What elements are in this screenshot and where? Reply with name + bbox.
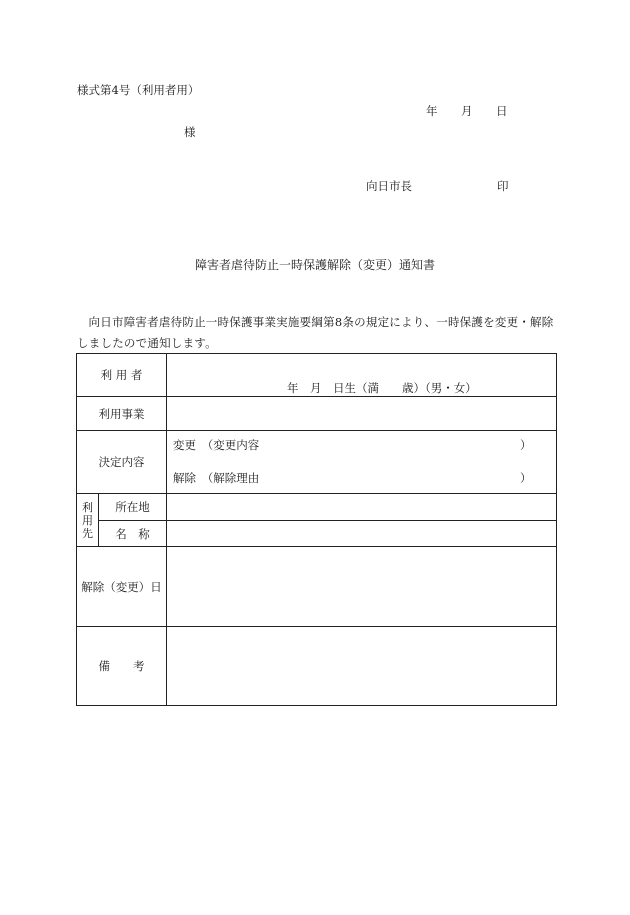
notice-body: 向日市障害者虐待防止一時保護事業実施要綱第8条の規定により、一時保護を変更・解除しましたので通知します。 <box>77 315 554 350</box>
release-date-label-cell <box>77 547 167 627</box>
form-number: 様式第4号（利用者用） <box>77 83 200 97</box>
user-birthdate-line: 年 月 日生（満 歳）（男・女） <box>287 381 477 395</box>
recipient-honorific: 様 <box>184 125 196 139</box>
date-day-label: 日 <box>496 104 508 118</box>
name-value-cell[interactable] <box>167 521 557 547</box>
change-line: 変更 （変更内容 <box>173 438 260 452</box>
user-label: 利 用 者 <box>100 368 143 382</box>
document-title: 障害者虐待防止一時保護解除（変更）通知書 <box>194 258 435 272</box>
release-line: 解除 （解除理由 <box>173 471 260 485</box>
location-value-cell[interactable] <box>167 494 557 521</box>
date-year-label: 年 <box>426 104 438 118</box>
release-date-value-cell[interactable] <box>167 547 557 627</box>
name-label: 名 称 <box>115 526 150 541</box>
decision-label: 決定内容 <box>98 455 145 469</box>
location-label: 所在地 <box>115 500 150 514</box>
service-row <box>77 397 557 431</box>
user-value-cell[interactable] <box>167 354 557 397</box>
remarks-label: 備 考 <box>98 659 145 673</box>
location-label-cell <box>99 494 167 521</box>
location-row <box>77 494 557 521</box>
service-value-cell[interactable] <box>167 397 557 431</box>
change-close-paren: ） <box>520 438 532 452</box>
notice-form-table <box>76 353 557 706</box>
release-date-row <box>77 547 557 627</box>
date-month-label: 月 <box>461 104 473 118</box>
service-label: 利用事業 <box>98 406 145 421</box>
decision-value-cell[interactable] <box>167 431 557 494</box>
remarks-row <box>77 627 557 706</box>
user-label-cell <box>77 354 167 397</box>
destination-label: 利 用 先 <box>82 500 93 540</box>
user-row <box>77 354 557 397</box>
remarks-value-cell[interactable] <box>167 627 557 706</box>
destination-label-cell <box>77 494 99 547</box>
remarks-label-cell <box>77 627 167 706</box>
issuer-name: 向日市長 <box>366 179 412 193</box>
name-label-cell <box>99 521 167 547</box>
seal-mark: 印 <box>497 179 509 193</box>
release-date-label: 解除（変更）日 <box>81 579 162 594</box>
service-label-cell <box>77 397 167 431</box>
decision-label-cell <box>77 431 167 494</box>
decision-row <box>77 431 557 494</box>
name-row <box>77 521 557 547</box>
release-close-paren: ） <box>520 471 532 485</box>
